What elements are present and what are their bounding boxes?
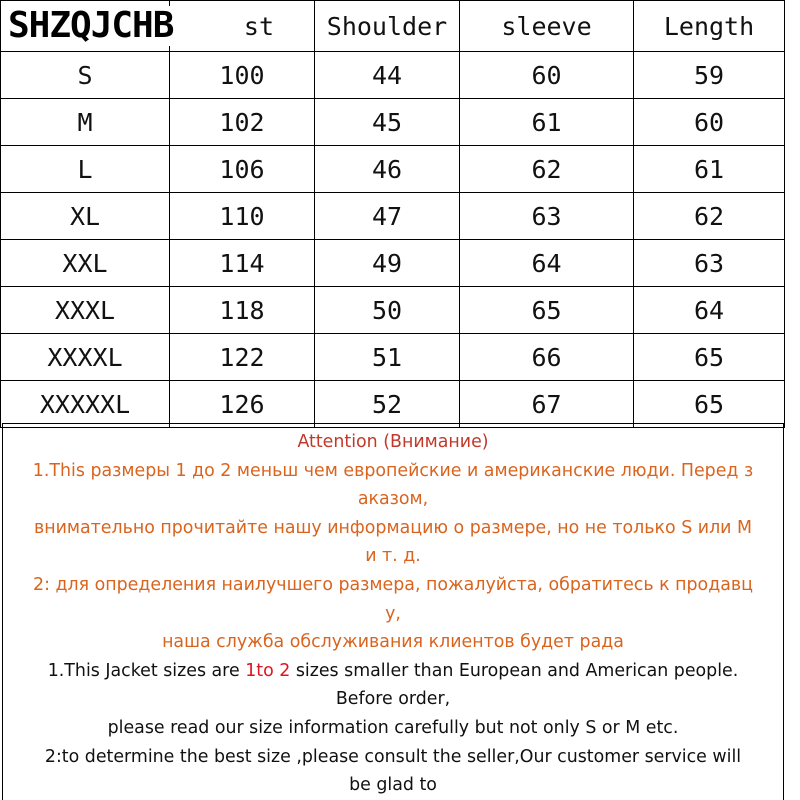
table-row [1,381,785,428]
cell-bust: 126 [170,381,315,428]
note-en-line-3: please read our size information carefully but not only S or M etc. [107,717,679,738]
cell-length: 60 [634,99,785,146]
note-ru-line-7: наша служба обслуживания клиентов будет рада [162,632,624,653]
note-ru-line-4: и т. д. [365,546,421,567]
cell-shoulder: 49 [315,240,460,287]
cell-size: XL [1,193,170,240]
cell-shoulder: 47 [315,193,460,240]
table-row [1,99,785,146]
note-en-line-5: be glad to [349,775,437,796]
note-en-line-2: Before order, [335,689,451,710]
table-row [1,334,785,381]
cell-length: 61 [634,146,785,193]
cell-shoulder: 50 [315,287,460,334]
table-row [1,52,785,99]
cell-shoulder: 45 [315,99,460,146]
cell-sleeve: 62 [460,146,634,193]
table-row [1,193,785,240]
cell-length: 64 [634,287,785,334]
cell-sleeve: 64 [460,240,634,287]
cell-bust: 114 [170,240,315,287]
cell-size: XXXXXL [1,381,170,428]
table-row [1,240,785,287]
cell-shoulder: 52 [315,381,460,428]
attention-notes [2,423,784,800]
header-bust: st [170,1,315,52]
cell-sleeve: 65 [460,287,634,334]
cell-shoulder: 44 [315,52,460,99]
cell-size: L [1,146,170,193]
cell-sleeve: 60 [460,52,634,99]
note-ru-line-1: 1.This размеры 1 до 2 меньш чем европейские и американские люди. Перед з [32,460,754,481]
cell-bust: 106 [170,146,315,193]
note-ru-line-6: у, [385,603,401,624]
header-shoulder: Shoulder [315,1,460,52]
note-en-line-1-end: sizes smaller than European and American people. [290,660,739,681]
cell-length: 65 [634,334,785,381]
cell-bust: 100 [170,52,315,99]
note-en-highlight: 1to 2 [245,660,291,681]
cell-sleeve: 63 [460,193,634,240]
brand-watermark: SHZQJCHB [8,5,174,46]
cell-length: 59 [634,52,785,99]
note-en-line-1 [3,657,783,686]
cell-bust: 122 [170,334,315,381]
cell-size: XXL [1,240,170,287]
cell-bust: 110 [170,193,315,240]
cell-sleeve: 66 [460,334,634,381]
header-sleeve: sleeve [460,1,634,52]
table-row [1,287,785,334]
cell-length: 63 [634,240,785,287]
cell-size: M [1,99,170,146]
cell-sleeve: 67 [460,381,634,428]
note-ru-line-2: аказом, [357,489,429,510]
cell-shoulder: 51 [315,334,460,381]
cell-sleeve: 61 [460,99,634,146]
cell-size: S [1,52,170,99]
note-ru-line-5: 2: для определения наилучшего размера, пожалуйста, обратитесь к продавц [33,574,753,595]
cell-shoulder: 46 [315,146,460,193]
cell-length: 62 [634,193,785,240]
cell-length: 65 [634,381,785,428]
cell-bust: 102 [170,99,315,146]
cell-size: XXXXL [1,334,170,381]
cell-size: XXXL [1,287,170,334]
table-row [1,146,785,193]
note-en-line-1-start: 1.This Jacket sizes are [47,660,246,681]
note-en-line-4: 2:to determine the best size ,please consult the seller,Our customer service will [44,746,742,767]
attention-title: Attention (Внимание) [297,432,489,452]
note-ru-line-3: внимательно прочитайте нашу информацию о размере, но не только S или M [33,517,753,538]
header-length: Length [634,1,785,52]
cell-bust: 118 [170,287,315,334]
